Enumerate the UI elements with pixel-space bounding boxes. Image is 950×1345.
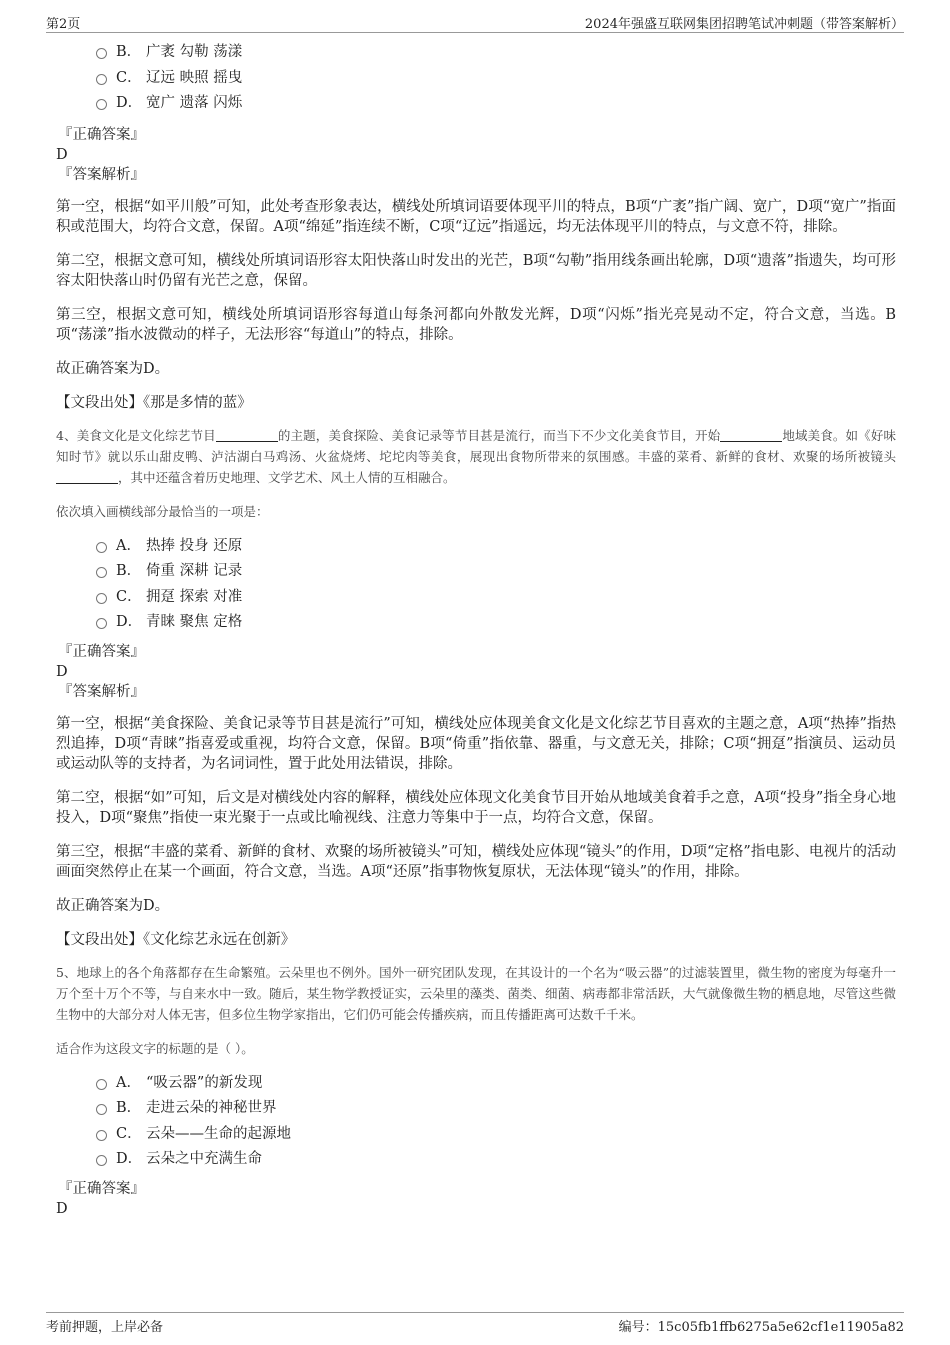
option-b[interactable]: B． 倚重 深耕 记录 [56, 559, 896, 585]
radio-icon[interactable] [96, 74, 107, 85]
answer-value: D [56, 146, 68, 163]
page-footer [46, 1312, 904, 1337]
analysis-paragraph: 第一空，根据“如平川般”可知，此处考查形象表达，横线处所填词语要体现平川的特点，B项“广袤”指广阔、宽广，D项“宽广”指面积或范围大，均符合文意，保留。A项“绵延”指连续不断，C项“辽远”指遥远，均无法体现平川的特点，与文意不符，排除。 [56, 198, 896, 235]
document-title: 2024年强盛互联网集团招聘笔试冲刺题（带答案解析） [584, 17, 904, 32]
option-a[interactable]: A． 热捧 投身 还原 [56, 534, 896, 560]
radio-icon[interactable] [96, 593, 107, 604]
analysis-paragraph: 第三空，根据文意可知，横线处所填词语形容每道山每条河都向外散发光辉，D项“闪烁”指光亮晃动不定，符合文意，当选。B项“荡漾”指水波微动的样子，无法形容“每道山”的特点，排除。 [56, 306, 896, 343]
answer-label: 『正确答案』 [58, 126, 145, 143]
answer-label: 『正确答案』 [58, 643, 145, 660]
option-d[interactable]: D． 云朵之中充满生命 [56, 1147, 896, 1173]
option-d[interactable]: D． 宽广 遗落 闪烁 [56, 91, 896, 117]
option-d[interactable]: D． 青睐 聚焦 定格 [56, 610, 896, 636]
blank-line [720, 427, 782, 442]
question-prompt: 适合作为这段文字的标题的是（ ）。 [56, 1040, 254, 1056]
answer-label: 『正确答案』 [58, 1180, 145, 1197]
analysis-conclusion: 故正确答案为D。 [56, 897, 170, 914]
radio-icon[interactable] [96, 1104, 107, 1115]
q5-options [56, 1071, 896, 1173]
source-citation: 【文段出处】《那是多情的蓝》 [56, 394, 252, 411]
radio-icon[interactable] [96, 618, 107, 629]
radio-icon[interactable] [96, 567, 107, 578]
analysis-paragraph: 第一空，根据“美食探险、美食记录等节目甚是流行”可知，横线处应体现美食文化是文化综艺节目喜欢的主题之意，A项“热捧”指热烈追捧，D项“青睐”指喜爱或重视，均符合文意，保留。B项“倚重”指依靠、器重，与文意无关，排除；C项“拥趸”指演员、运动员或运动队等的支持者，为名词词性，置于此处用法错误，排除。 [56, 715, 896, 772]
footer-slogan: 考前押题，上岸必备 [46, 1320, 164, 1335]
question-prompt: 依次填入画横线部分最恰当的一项是： [56, 503, 269, 519]
page-number: 第2页 [46, 17, 81, 32]
analysis-paragraph: 第二空，根据“如”可知，后文是对横线处内容的解释，横线处应体现文化美食节目开始从地域美食着手之意，A项“投身”指全身心地投入，D项“聚焦”指使一束光聚于一点或比喻视线、注意力等集中于一点，均符合文意，保留。 [56, 789, 896, 826]
radio-icon[interactable] [96, 1079, 107, 1090]
option-b[interactable]: B． 广袤 勾勒 荡漾 [56, 40, 896, 66]
option-c[interactable]: C． 云朵——生命的起源地 [56, 1122, 896, 1148]
option-c[interactable]: C． 拥趸 探索 对准 [56, 585, 896, 611]
blank-line [56, 469, 118, 484]
document-code: 编号：15c05fb1ffb6275a5e62cf1e11905a82 [618, 1320, 904, 1335]
radio-icon[interactable] [96, 99, 107, 110]
q4-options [56, 534, 896, 636]
analysis-conclusion: 故正确答案为D。 [56, 360, 170, 377]
blank-line [216, 427, 278, 442]
radio-icon[interactable] [96, 48, 107, 59]
source-citation: 【文段出处】《文化综艺永远在创新》 [56, 931, 296, 948]
option-b[interactable]: B． 走进云朵的神秘世界 [56, 1096, 896, 1122]
analysis-paragraph: 第二空，根据文意可知，横线处所填词语形容太阳快落山时发出的光芒，B项“勾勒”指用线条画出轮廓，D项“遗落”指遗失，均可形容太阳快落山时仍留有光芒之意，保留。 [56, 252, 896, 289]
question-5-text: 5、地球上的各个角落都存在生命繁殖。云朵里也不例外。国外一研究团队发现，在其设计的一个名为“吸云器”的过滤装置里，微生物的密度为每毫升一万个至十万个不等，与自来水中一致。随后，某生物学教授证实，云朵里的藻类、菌类、细菌、病毒都非常活跃，大气就像微生物的栖息地，尽管这些微生物中的大部分对人体无害，但多位生物学家指出，它们仍可能会传播疾病，而且传播距离可达数千千米。 [56, 964, 896, 1022]
answer-value: D [56, 663, 68, 680]
option-c[interactable]: C． 辽远 映照 摇曳 [56, 66, 896, 92]
q3-options [56, 40, 896, 117]
page-header [46, 10, 904, 33]
analysis-label: 『答案解析』 [58, 683, 145, 700]
question-4-text: 4、美食文化是文化综艺节目 的主题，美食探险、美食记录等节目甚是流行，而当下不少文化美食节目，开始 地域美食。如《好味知时节》就以乐山甜皮鸭、泸沽湖白马鸡汤、火盆烧烤、坨坨肉等美食，展现出食物所带来的氛围感。丰盛的菜肴、新鲜的食材、欢聚的场所被镜头，其中还蕴含着历史地理、文学艺术、风土人情的互相融合。 [56, 427, 896, 485]
answer-value: D [56, 1200, 68, 1217]
analysis-paragraph: 第三空，根据“丰盛的菜肴、新鲜的食材、欢聚的场所被镜头”可知，横线处应体现“镜头”的作用，D项“定格”指电影、电视片的活动画面突然停止在某一个画面，符合文意，当选。A项“还原”指事物恢复原状，无法体现“镜头”的作用，排除。 [56, 843, 896, 880]
analysis-label: 『答案解析』 [58, 166, 145, 183]
radio-icon[interactable] [96, 1155, 107, 1166]
option-a[interactable]: A． “吸云器”的新发现 [56, 1071, 896, 1097]
document-body [56, 40, 896, 1219]
radio-icon[interactable] [96, 1130, 107, 1141]
radio-icon[interactable] [96, 542, 107, 553]
